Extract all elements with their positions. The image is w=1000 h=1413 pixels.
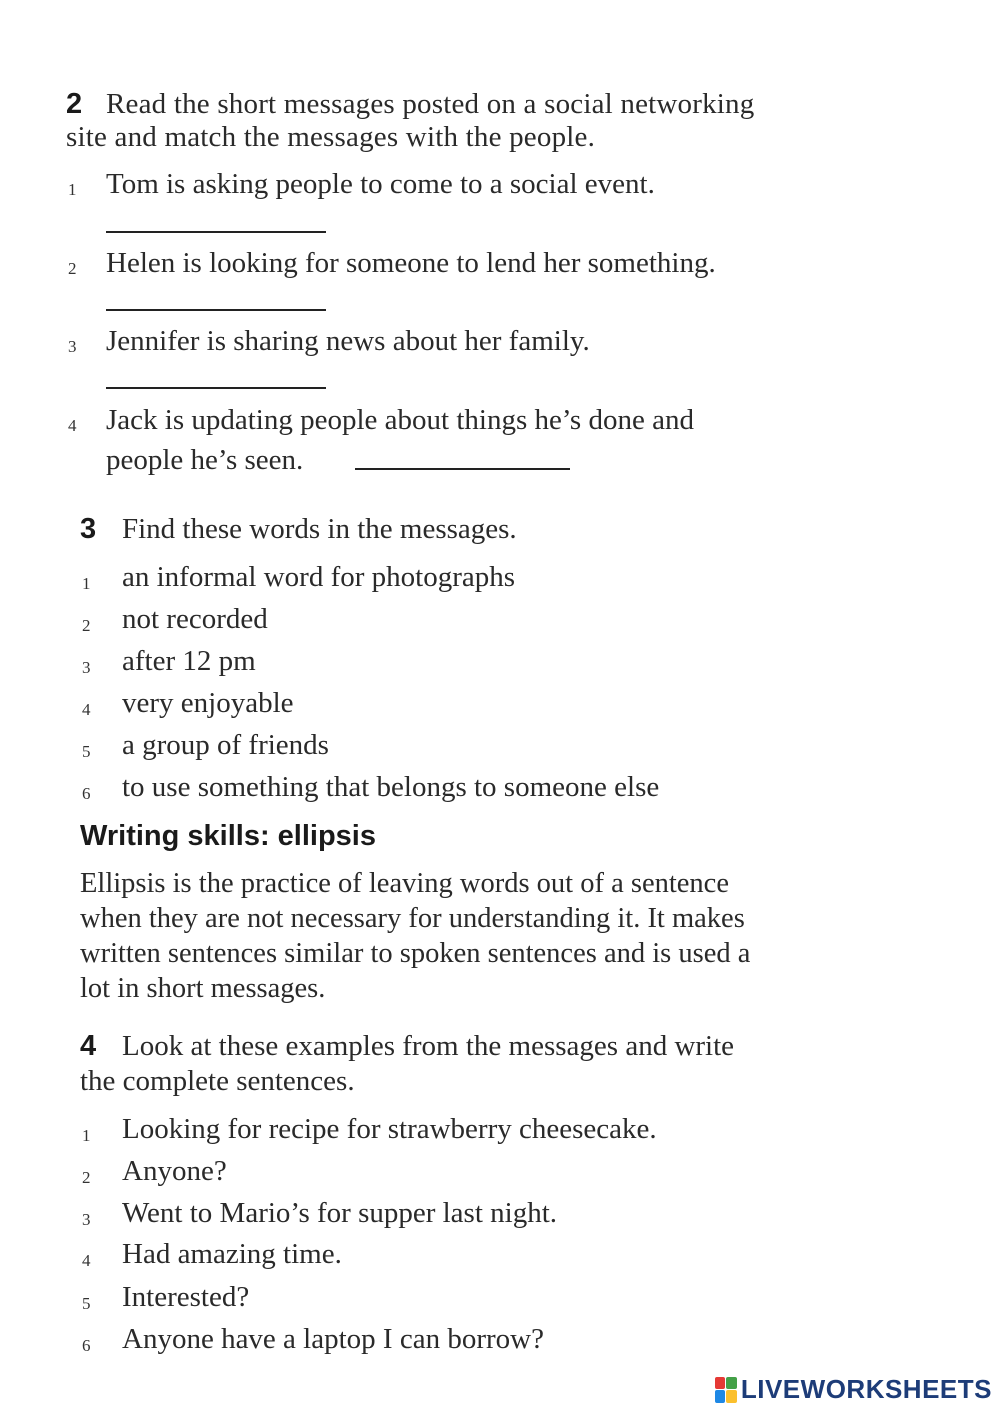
exercise-3-item-text: very enjoyable [122, 687, 294, 719]
exercise-3-item-number: 3 [82, 658, 91, 677]
exercise-2-item-number: 2 [68, 259, 77, 278]
exercise-4-item-number: 6 [82, 1336, 91, 1355]
exercise-4-instruction-line2: the complete sentences. [80, 1065, 355, 1097]
exercise-3-item-number: 1 [82, 574, 91, 593]
exercise-4-item-text: Anyone? [122, 1155, 227, 1187]
exercise-4-item-number: 5 [82, 1294, 91, 1313]
exercise-2-item-text: people he’s seen. [106, 444, 304, 476]
exercise-3-item-text: an informal word for photographs [122, 561, 516, 593]
exercise-4-item-number: 4 [82, 1251, 91, 1270]
exercise-2-item-number: 1 [68, 180, 77, 199]
writing-skills-text: when they are not necessary for understanding it. It makes [80, 903, 745, 934]
exercise-3-item-number: 2 [82, 616, 91, 635]
answer-blank[interactable] [106, 309, 326, 311]
exercise-4-item-text: Had amazing time. [122, 1238, 342, 1270]
exercise-2-item-text: Helen is looking for someone to lend her something. [106, 247, 716, 279]
exercise-3-item-text: not recorded [122, 603, 268, 635]
exercise-2-instruction-line1: Read the short messages posted on a social networking [106, 88, 755, 120]
writing-skills-text: lot in short messages. [80, 973, 326, 1004]
logo-square [726, 1390, 737, 1403]
exercise-3-item-number: 4 [82, 700, 91, 719]
exercise-2-number: 2 [66, 88, 83, 120]
exercise-2-instruction-line2: site and match the messages with the people. [66, 121, 596, 153]
liveworksheets-wordmark: LIVEWORKSHEETS [740, 1374, 992, 1404]
answer-blank[interactable] [106, 387, 326, 389]
exercise-4-item-number: 1 [82, 1126, 91, 1145]
liveworksheets-logo-icon [715, 1377, 737, 1403]
exercise-4-item-text: Looking for recipe for strawberry cheesecake. [122, 1113, 657, 1145]
exercise-3-item-text: a group of friends [122, 729, 329, 761]
exercise-3-number: 3 [80, 513, 97, 545]
logo-square [715, 1377, 726, 1390]
exercise-2-item-number: 3 [68, 337, 77, 356]
writing-skills-title: Writing skills: ellipsis [80, 820, 376, 852]
exercise-2-item-text: Jack is updating people about things he’s done and [106, 404, 694, 436]
writing-skills-text: written sentences similar to spoken sentences and is used a [80, 938, 751, 969]
exercise-4-item-number: 2 [82, 1168, 91, 1187]
writing-skills-text: Ellipsis is the practice of leaving words out of a sentence [80, 868, 729, 899]
exercise-3-item-number: 5 [82, 742, 91, 761]
exercise-4-item-text: Anyone have a laptop I can borrow? [122, 1323, 544, 1355]
answer-blank[interactable] [106, 231, 326, 233]
exercise-4-number: 4 [80, 1030, 97, 1062]
answer-blank[interactable] [355, 468, 570, 470]
exercise-4-instruction-line1: Look at these examples from the messages and write [122, 1030, 735, 1062]
exercise-3-instruction: Find these words in the messages. [122, 513, 517, 545]
exercise-3-item-text: to use something that belongs to someone else [122, 771, 660, 803]
exercise-2-item-text: Tom is asking people to come to a social event. [106, 168, 655, 200]
logo-square [715, 1390, 726, 1403]
exercise-2-item-text: Jennifer is sharing news about her family. [106, 325, 590, 357]
logo-square [726, 1377, 737, 1390]
exercise-4-item-text: Went to Mario’s for supper last night. [122, 1197, 558, 1229]
exercise-2-item-number: 4 [68, 416, 77, 435]
liveworksheets-brand [715, 1374, 992, 1405]
exercise-4-item-text: Interested? [122, 1281, 250, 1313]
exercise-3-item-number: 6 [82, 784, 91, 803]
exercise-4-item-number: 3 [82, 1210, 91, 1229]
exercise-3-item-text: after 12 pm [122, 645, 256, 677]
